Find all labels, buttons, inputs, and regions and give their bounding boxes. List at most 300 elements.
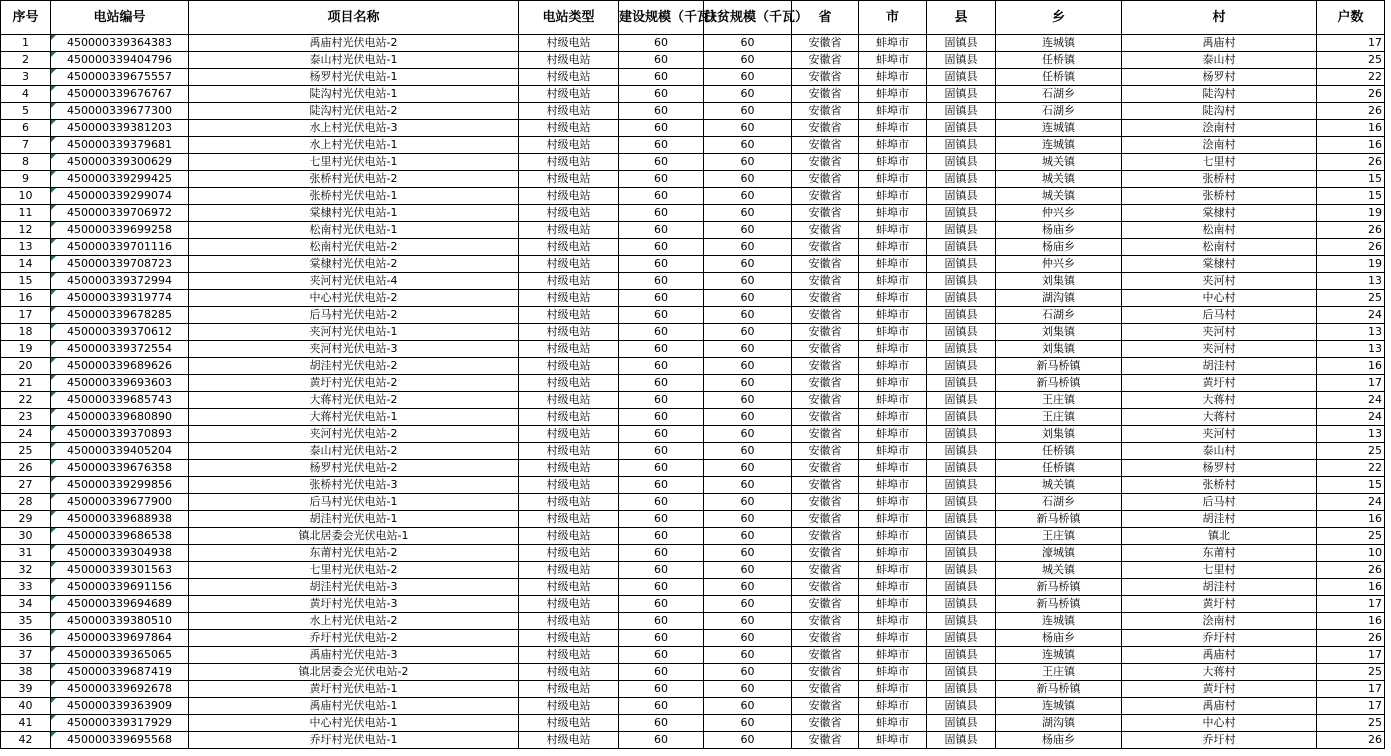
cell-village[interactable]: 大蒋村 bbox=[1122, 392, 1317, 409]
cell-station-type[interactable]: 村级电站 bbox=[519, 171, 619, 188]
cell-index[interactable]: 33 bbox=[1, 579, 51, 596]
cell-poverty-scale[interactable]: 60 bbox=[704, 528, 792, 545]
cell-station-type[interactable]: 村级电站 bbox=[519, 732, 619, 749]
cell-index[interactable]: 34 bbox=[1, 596, 51, 613]
cell-station-id[interactable]: 450000339300629 bbox=[51, 154, 189, 171]
cell-city[interactable]: 蚌埠市 bbox=[859, 528, 927, 545]
cell-build-scale[interactable]: 60 bbox=[619, 307, 704, 324]
cell-project-name[interactable]: 东莆村光伏电站-2 bbox=[189, 545, 519, 562]
cell-county[interactable]: 固镇县 bbox=[927, 613, 996, 630]
cell-poverty-scale[interactable]: 60 bbox=[704, 137, 792, 154]
cell-index[interactable]: 3 bbox=[1, 69, 51, 86]
cell-province[interactable]: 安徽省 bbox=[792, 239, 859, 256]
cell-province[interactable]: 安徽省 bbox=[792, 681, 859, 698]
cell-station-id[interactable]: 450000339692678 bbox=[51, 681, 189, 698]
cell-households[interactable]: 25 bbox=[1317, 715, 1385, 732]
cell-township[interactable]: 任桥镇 bbox=[996, 69, 1122, 86]
cell-county[interactable]: 固镇县 bbox=[927, 375, 996, 392]
cell-province[interactable]: 安徽省 bbox=[792, 137, 859, 154]
cell-village[interactable]: 杨罗村 bbox=[1122, 460, 1317, 477]
cell-project-name[interactable]: 水上村光伏电站-2 bbox=[189, 613, 519, 630]
cell-poverty-scale[interactable]: 60 bbox=[704, 409, 792, 426]
cell-index[interactable]: 9 bbox=[1, 171, 51, 188]
cell-station-id[interactable]: 450000339379681 bbox=[51, 137, 189, 154]
cell-township[interactable]: 连城镇 bbox=[996, 613, 1122, 630]
cell-station-id[interactable]: 450000339677300 bbox=[51, 103, 189, 120]
cell-project-name[interactable]: 黄圩村光伏电站-1 bbox=[189, 681, 519, 698]
cell-station-type[interactable]: 村级电站 bbox=[519, 239, 619, 256]
cell-village[interactable]: 中心村 bbox=[1122, 715, 1317, 732]
cell-build-scale[interactable]: 60 bbox=[619, 715, 704, 732]
cell-province[interactable]: 安徽省 bbox=[792, 732, 859, 749]
cell-county[interactable]: 固镇县 bbox=[927, 579, 996, 596]
cell-households[interactable]: 26 bbox=[1317, 222, 1385, 239]
cell-index[interactable]: 4 bbox=[1, 86, 51, 103]
cell-station-type[interactable]: 村级电站 bbox=[519, 477, 619, 494]
cell-index[interactable]: 16 bbox=[1, 290, 51, 307]
cell-village[interactable]: 夹河村 bbox=[1122, 324, 1317, 341]
cell-poverty-scale[interactable]: 60 bbox=[704, 511, 792, 528]
cell-county[interactable]: 固镇县 bbox=[927, 511, 996, 528]
cell-province[interactable]: 安徽省 bbox=[792, 86, 859, 103]
cell-poverty-scale[interactable]: 60 bbox=[704, 171, 792, 188]
cell-poverty-scale[interactable]: 60 bbox=[704, 698, 792, 715]
cell-province[interactable]: 安徽省 bbox=[792, 426, 859, 443]
cell-index[interactable]: 20 bbox=[1, 358, 51, 375]
cell-province[interactable]: 安徽省 bbox=[792, 511, 859, 528]
cell-project-name[interactable]: 松南村光伏电站-1 bbox=[189, 222, 519, 239]
cell-county[interactable]: 固镇县 bbox=[927, 698, 996, 715]
cell-station-type[interactable]: 村级电站 bbox=[519, 715, 619, 732]
cell-village[interactable]: 张桥村 bbox=[1122, 188, 1317, 205]
cell-index[interactable]: 38 bbox=[1, 664, 51, 681]
cell-build-scale[interactable]: 60 bbox=[619, 545, 704, 562]
cell-province[interactable]: 安徽省 bbox=[792, 494, 859, 511]
cell-village[interactable]: 黄圩村 bbox=[1122, 596, 1317, 613]
cell-station-type[interactable]: 村级电站 bbox=[519, 324, 619, 341]
cell-village[interactable]: 杨罗村 bbox=[1122, 69, 1317, 86]
cell-township[interactable]: 连城镇 bbox=[996, 120, 1122, 137]
cell-village[interactable]: 棠棣村 bbox=[1122, 205, 1317, 222]
cell-build-scale[interactable]: 60 bbox=[619, 171, 704, 188]
cell-city[interactable]: 蚌埠市 bbox=[859, 732, 927, 749]
cell-township[interactable]: 刘集镇 bbox=[996, 273, 1122, 290]
cell-index[interactable]: 40 bbox=[1, 698, 51, 715]
cell-project-name[interactable]: 泰山村光伏电站-1 bbox=[189, 52, 519, 69]
cell-index[interactable]: 42 bbox=[1, 732, 51, 749]
cell-city[interactable]: 蚌埠市 bbox=[859, 103, 927, 120]
cell-city[interactable]: 蚌埠市 bbox=[859, 494, 927, 511]
cell-households[interactable]: 26 bbox=[1317, 103, 1385, 120]
cell-province[interactable]: 安徽省 bbox=[792, 613, 859, 630]
cell-project-name[interactable]: 夹河村光伏电站-1 bbox=[189, 324, 519, 341]
cell-build-scale[interactable]: 60 bbox=[619, 256, 704, 273]
cell-village[interactable]: 乔圩村 bbox=[1122, 630, 1317, 647]
cell-index[interactable]: 12 bbox=[1, 222, 51, 239]
cell-households[interactable]: 24 bbox=[1317, 392, 1385, 409]
cell-village[interactable]: 张桥村 bbox=[1122, 477, 1317, 494]
cell-households[interactable]: 26 bbox=[1317, 630, 1385, 647]
cell-households[interactable]: 10 bbox=[1317, 545, 1385, 562]
cell-township[interactable]: 杨庙乡 bbox=[996, 222, 1122, 239]
cell-station-id[interactable]: 450000339691156 bbox=[51, 579, 189, 596]
cell-township[interactable]: 城关镇 bbox=[996, 562, 1122, 579]
cell-village[interactable]: 禹庙村 bbox=[1122, 35, 1317, 52]
cell-station-id[interactable]: 450000339365065 bbox=[51, 647, 189, 664]
cell-index[interactable]: 15 bbox=[1, 273, 51, 290]
cell-station-id[interactable]: 450000339687419 bbox=[51, 664, 189, 681]
cell-county[interactable]: 固镇县 bbox=[927, 477, 996, 494]
cell-project-name[interactable]: 黄圩村光伏电站-3 bbox=[189, 596, 519, 613]
cell-village[interactable]: 后马村 bbox=[1122, 307, 1317, 324]
cell-station-type[interactable]: 村级电站 bbox=[519, 426, 619, 443]
cell-province[interactable]: 安徽省 bbox=[792, 664, 859, 681]
cell-build-scale[interactable]: 60 bbox=[619, 188, 704, 205]
cell-city[interactable]: 蚌埠市 bbox=[859, 324, 927, 341]
cell-project-name[interactable]: 棠棣村光伏电站-1 bbox=[189, 205, 519, 222]
cell-township[interactable]: 城关镇 bbox=[996, 188, 1122, 205]
cell-station-id[interactable]: 450000339693603 bbox=[51, 375, 189, 392]
cell-station-id[interactable]: 450000339301563 bbox=[51, 562, 189, 579]
cell-city[interactable]: 蚌埠市 bbox=[859, 698, 927, 715]
cell-township[interactable]: 杨庙乡 bbox=[996, 732, 1122, 749]
cell-build-scale[interactable]: 60 bbox=[619, 86, 704, 103]
cell-county[interactable]: 固镇县 bbox=[927, 732, 996, 749]
cell-county[interactable]: 固镇县 bbox=[927, 409, 996, 426]
cell-build-scale[interactable]: 60 bbox=[619, 494, 704, 511]
cell-village[interactable]: 黄圩村 bbox=[1122, 681, 1317, 698]
cell-poverty-scale[interactable]: 60 bbox=[704, 562, 792, 579]
cell-city[interactable]: 蚌埠市 bbox=[859, 358, 927, 375]
cell-station-id[interactable]: 450000339688938 bbox=[51, 511, 189, 528]
cell-households[interactable]: 13 bbox=[1317, 426, 1385, 443]
cell-station-id[interactable]: 450000339676767 bbox=[51, 86, 189, 103]
cell-households[interactable]: 17 bbox=[1317, 596, 1385, 613]
cell-index[interactable]: 30 bbox=[1, 528, 51, 545]
cell-township[interactable]: 任桥镇 bbox=[996, 443, 1122, 460]
cell-project-name[interactable]: 夹河村光伏电站-2 bbox=[189, 426, 519, 443]
cell-city[interactable]: 蚌埠市 bbox=[859, 460, 927, 477]
cell-city[interactable]: 蚌埠市 bbox=[859, 35, 927, 52]
cell-poverty-scale[interactable]: 60 bbox=[704, 69, 792, 86]
cell-index[interactable]: 17 bbox=[1, 307, 51, 324]
cell-build-scale[interactable]: 60 bbox=[619, 341, 704, 358]
cell-township[interactable]: 新马桥镇 bbox=[996, 511, 1122, 528]
cell-county[interactable]: 固镇县 bbox=[927, 494, 996, 511]
cell-township[interactable]: 杨庙乡 bbox=[996, 239, 1122, 256]
cell-township[interactable]: 石湖乡 bbox=[996, 86, 1122, 103]
cell-poverty-scale[interactable]: 60 bbox=[704, 358, 792, 375]
cell-city[interactable]: 蚌埠市 bbox=[859, 392, 927, 409]
cell-poverty-scale[interactable]: 60 bbox=[704, 426, 792, 443]
cell-city[interactable]: 蚌埠市 bbox=[859, 222, 927, 239]
cell-city[interactable]: 蚌埠市 bbox=[859, 273, 927, 290]
cell-village[interactable]: 陡沟村 bbox=[1122, 86, 1317, 103]
cell-build-scale[interactable]: 60 bbox=[619, 409, 704, 426]
cell-province[interactable]: 安徽省 bbox=[792, 545, 859, 562]
cell-station-type[interactable]: 村级电站 bbox=[519, 137, 619, 154]
cell-township[interactable]: 王庄镇 bbox=[996, 392, 1122, 409]
cell-project-name[interactable]: 镇北居委会光伏电站-2 bbox=[189, 664, 519, 681]
cell-project-name[interactable]: 水上村光伏电站-3 bbox=[189, 120, 519, 137]
cell-township[interactable]: 连城镇 bbox=[996, 137, 1122, 154]
cell-township[interactable]: 城关镇 bbox=[996, 477, 1122, 494]
cell-province[interactable]: 安徽省 bbox=[792, 443, 859, 460]
cell-city[interactable]: 蚌埠市 bbox=[859, 52, 927, 69]
cell-build-scale[interactable]: 60 bbox=[619, 52, 704, 69]
cell-province[interactable]: 安徽省 bbox=[792, 171, 859, 188]
cell-poverty-scale[interactable]: 60 bbox=[704, 630, 792, 647]
cell-province[interactable]: 安徽省 bbox=[792, 358, 859, 375]
cell-city[interactable]: 蚌埠市 bbox=[859, 562, 927, 579]
cell-city[interactable]: 蚌埠市 bbox=[859, 154, 927, 171]
cell-poverty-scale[interactable]: 60 bbox=[704, 647, 792, 664]
cell-station-id[interactable]: 450000339317929 bbox=[51, 715, 189, 732]
cell-build-scale[interactable]: 60 bbox=[619, 103, 704, 120]
header-station-type[interactable]: 电站类型 bbox=[519, 1, 619, 35]
cell-build-scale[interactable]: 60 bbox=[619, 681, 704, 698]
cell-province[interactable]: 安徽省 bbox=[792, 188, 859, 205]
cell-project-name[interactable]: 杨罗村光伏电站-1 bbox=[189, 69, 519, 86]
cell-city[interactable]: 蚌埠市 bbox=[859, 681, 927, 698]
cell-village[interactable]: 浍南村 bbox=[1122, 137, 1317, 154]
cell-index[interactable]: 24 bbox=[1, 426, 51, 443]
cell-households[interactable]: 22 bbox=[1317, 460, 1385, 477]
cell-county[interactable]: 固镇县 bbox=[927, 715, 996, 732]
cell-village[interactable]: 泰山村 bbox=[1122, 443, 1317, 460]
cell-city[interactable]: 蚌埠市 bbox=[859, 256, 927, 273]
cell-poverty-scale[interactable]: 60 bbox=[704, 443, 792, 460]
cell-station-id[interactable]: 450000339677900 bbox=[51, 494, 189, 511]
cell-city[interactable]: 蚌埠市 bbox=[859, 86, 927, 103]
cell-households[interactable]: 15 bbox=[1317, 171, 1385, 188]
cell-province[interactable]: 安徽省 bbox=[792, 460, 859, 477]
header-households[interactable]: 户数 bbox=[1317, 1, 1385, 35]
cell-station-type[interactable]: 村级电站 bbox=[519, 205, 619, 222]
cell-county[interactable]: 固镇县 bbox=[927, 647, 996, 664]
cell-poverty-scale[interactable]: 60 bbox=[704, 86, 792, 103]
cell-village[interactable]: 浍南村 bbox=[1122, 120, 1317, 137]
cell-county[interactable]: 固镇县 bbox=[927, 324, 996, 341]
cell-city[interactable]: 蚌埠市 bbox=[859, 69, 927, 86]
cell-index[interactable]: 29 bbox=[1, 511, 51, 528]
cell-station-type[interactable]: 村级电站 bbox=[519, 307, 619, 324]
cell-province[interactable]: 安徽省 bbox=[792, 698, 859, 715]
cell-poverty-scale[interactable]: 60 bbox=[704, 290, 792, 307]
cell-county[interactable]: 固镇县 bbox=[927, 154, 996, 171]
cell-city[interactable]: 蚌埠市 bbox=[859, 239, 927, 256]
cell-households[interactable]: 16 bbox=[1317, 137, 1385, 154]
cell-station-type[interactable]: 村级电站 bbox=[519, 511, 619, 528]
cell-households[interactable]: 15 bbox=[1317, 188, 1385, 205]
cell-build-scale[interactable]: 60 bbox=[619, 392, 704, 409]
cell-build-scale[interactable]: 60 bbox=[619, 426, 704, 443]
cell-station-type[interactable]: 村级电站 bbox=[519, 613, 619, 630]
cell-township[interactable]: 新马桥镇 bbox=[996, 375, 1122, 392]
cell-province[interactable]: 安徽省 bbox=[792, 409, 859, 426]
cell-city[interactable]: 蚌埠市 bbox=[859, 511, 927, 528]
cell-project-name[interactable]: 禹庙村光伏电站-2 bbox=[189, 35, 519, 52]
cell-village[interactable]: 禹庙村 bbox=[1122, 647, 1317, 664]
cell-poverty-scale[interactable]: 60 bbox=[704, 324, 792, 341]
cell-county[interactable]: 固镇县 bbox=[927, 103, 996, 120]
cell-households[interactable]: 19 bbox=[1317, 205, 1385, 222]
cell-province[interactable]: 安徽省 bbox=[792, 324, 859, 341]
cell-build-scale[interactable]: 60 bbox=[619, 273, 704, 290]
cell-poverty-scale[interactable]: 60 bbox=[704, 477, 792, 494]
cell-project-name[interactable]: 中心村光伏电站-1 bbox=[189, 715, 519, 732]
cell-build-scale[interactable]: 60 bbox=[619, 528, 704, 545]
cell-index[interactable]: 8 bbox=[1, 154, 51, 171]
cell-village[interactable]: 东莆村 bbox=[1122, 545, 1317, 562]
cell-station-id[interactable]: 450000339694689 bbox=[51, 596, 189, 613]
cell-city[interactable]: 蚌埠市 bbox=[859, 375, 927, 392]
cell-county[interactable]: 固镇县 bbox=[927, 239, 996, 256]
cell-station-type[interactable]: 村级电站 bbox=[519, 188, 619, 205]
cell-index[interactable]: 10 bbox=[1, 188, 51, 205]
cell-station-type[interactable]: 村级电站 bbox=[519, 52, 619, 69]
cell-township[interactable]: 濠城镇 bbox=[996, 545, 1122, 562]
cell-county[interactable]: 固镇县 bbox=[927, 222, 996, 239]
cell-county[interactable]: 固镇县 bbox=[927, 358, 996, 375]
header-county[interactable]: 县 bbox=[927, 1, 996, 35]
cell-village[interactable]: 禹庙村 bbox=[1122, 698, 1317, 715]
cell-station-id[interactable]: 450000339706972 bbox=[51, 205, 189, 222]
cell-township[interactable]: 湖沟镇 bbox=[996, 715, 1122, 732]
cell-index[interactable]: 26 bbox=[1, 460, 51, 477]
cell-poverty-scale[interactable]: 60 bbox=[704, 239, 792, 256]
cell-station-id[interactable]: 450000339380510 bbox=[51, 613, 189, 630]
cell-township[interactable]: 仲兴乡 bbox=[996, 256, 1122, 273]
cell-households[interactable]: 13 bbox=[1317, 324, 1385, 341]
cell-project-name[interactable]: 水上村光伏电站-1 bbox=[189, 137, 519, 154]
cell-county[interactable]: 固镇县 bbox=[927, 171, 996, 188]
cell-project-name[interactable]: 胡洼村光伏电站-2 bbox=[189, 358, 519, 375]
cell-index[interactable]: 22 bbox=[1, 392, 51, 409]
cell-station-id[interactable]: 450000339708723 bbox=[51, 256, 189, 273]
cell-village[interactable]: 乔圩村 bbox=[1122, 732, 1317, 749]
cell-station-type[interactable]: 村级电站 bbox=[519, 409, 619, 426]
cell-village[interactable]: 夹河村 bbox=[1122, 341, 1317, 358]
cell-households[interactable]: 26 bbox=[1317, 239, 1385, 256]
cell-households[interactable]: 13 bbox=[1317, 341, 1385, 358]
cell-city[interactable]: 蚌埠市 bbox=[859, 290, 927, 307]
cell-village[interactable]: 张桥村 bbox=[1122, 171, 1317, 188]
cell-station-type[interactable]: 村级电站 bbox=[519, 494, 619, 511]
cell-township[interactable]: 杨庙乡 bbox=[996, 630, 1122, 647]
cell-station-id[interactable]: 450000339675557 bbox=[51, 69, 189, 86]
cell-station-type[interactable]: 村级电站 bbox=[519, 545, 619, 562]
cell-build-scale[interactable]: 60 bbox=[619, 443, 704, 460]
cell-village[interactable]: 大蒋村 bbox=[1122, 664, 1317, 681]
cell-township[interactable]: 王庄镇 bbox=[996, 528, 1122, 545]
cell-county[interactable]: 固镇县 bbox=[927, 205, 996, 222]
cell-households[interactable]: 25 bbox=[1317, 664, 1385, 681]
cell-poverty-scale[interactable]: 60 bbox=[704, 715, 792, 732]
header-city[interactable]: 市 bbox=[859, 1, 927, 35]
cell-station-type[interactable]: 村级电站 bbox=[519, 273, 619, 290]
cell-index[interactable]: 1 bbox=[1, 35, 51, 52]
cell-city[interactable]: 蚌埠市 bbox=[859, 613, 927, 630]
cell-station-type[interactable]: 村级电站 bbox=[519, 630, 619, 647]
cell-project-name[interactable]: 后马村光伏电站-2 bbox=[189, 307, 519, 324]
cell-county[interactable]: 固镇县 bbox=[927, 545, 996, 562]
cell-province[interactable]: 安徽省 bbox=[792, 562, 859, 579]
cell-poverty-scale[interactable]: 60 bbox=[704, 103, 792, 120]
cell-station-type[interactable]: 村级电站 bbox=[519, 103, 619, 120]
cell-build-scale[interactable]: 60 bbox=[619, 596, 704, 613]
cell-households[interactable]: 17 bbox=[1317, 647, 1385, 664]
cell-village[interactable]: 松南村 bbox=[1122, 239, 1317, 256]
cell-township[interactable]: 新马桥镇 bbox=[996, 579, 1122, 596]
cell-county[interactable]: 固镇县 bbox=[927, 52, 996, 69]
cell-county[interactable]: 固镇县 bbox=[927, 273, 996, 290]
cell-township[interactable]: 刘集镇 bbox=[996, 426, 1122, 443]
cell-station-id[interactable]: 450000339299425 bbox=[51, 171, 189, 188]
cell-poverty-scale[interactable]: 60 bbox=[704, 120, 792, 137]
cell-township[interactable]: 任桥镇 bbox=[996, 52, 1122, 69]
cell-station-type[interactable]: 村级电站 bbox=[519, 256, 619, 273]
cell-index[interactable]: 36 bbox=[1, 630, 51, 647]
cell-station-id[interactable]: 450000339680890 bbox=[51, 409, 189, 426]
cell-county[interactable]: 固镇县 bbox=[927, 120, 996, 137]
cell-station-id[interactable]: 450000339697864 bbox=[51, 630, 189, 647]
cell-project-name[interactable]: 黄圩村光伏电站-2 bbox=[189, 375, 519, 392]
cell-province[interactable]: 安徽省 bbox=[792, 205, 859, 222]
cell-village[interactable]: 棠棣村 bbox=[1122, 256, 1317, 273]
cell-households[interactable]: 24 bbox=[1317, 409, 1385, 426]
cell-build-scale[interactable]: 60 bbox=[619, 324, 704, 341]
cell-station-type[interactable]: 村级电站 bbox=[519, 35, 619, 52]
cell-households[interactable]: 26 bbox=[1317, 154, 1385, 171]
cell-village[interactable]: 胡洼村 bbox=[1122, 358, 1317, 375]
cell-station-id[interactable]: 450000339372554 bbox=[51, 341, 189, 358]
cell-index[interactable]: 27 bbox=[1, 477, 51, 494]
cell-index[interactable]: 32 bbox=[1, 562, 51, 579]
cell-build-scale[interactable]: 60 bbox=[619, 375, 704, 392]
cell-station-type[interactable]: 村级电站 bbox=[519, 681, 619, 698]
cell-index[interactable]: 35 bbox=[1, 613, 51, 630]
cell-township[interactable]: 连城镇 bbox=[996, 698, 1122, 715]
cell-city[interactable]: 蚌埠市 bbox=[859, 341, 927, 358]
cell-province[interactable]: 安徽省 bbox=[792, 477, 859, 494]
cell-project-name[interactable]: 泰山村光伏电站-2 bbox=[189, 443, 519, 460]
header-poverty-scale[interactable]: 扶贫规模（千瓦） bbox=[704, 1, 792, 35]
cell-build-scale[interactable]: 60 bbox=[619, 732, 704, 749]
cell-station-type[interactable]: 村级电站 bbox=[519, 222, 619, 239]
cell-county[interactable]: 固镇县 bbox=[927, 426, 996, 443]
cell-project-name[interactable]: 大蒋村光伏电站-1 bbox=[189, 409, 519, 426]
cell-index[interactable]: 19 bbox=[1, 341, 51, 358]
cell-province[interactable]: 安徽省 bbox=[792, 341, 859, 358]
cell-station-id[interactable]: 450000339699258 bbox=[51, 222, 189, 239]
cell-households[interactable]: 16 bbox=[1317, 579, 1385, 596]
cell-poverty-scale[interactable]: 60 bbox=[704, 579, 792, 596]
cell-station-id[interactable]: 450000339370893 bbox=[51, 426, 189, 443]
cell-station-type[interactable]: 村级电站 bbox=[519, 528, 619, 545]
cell-build-scale[interactable]: 60 bbox=[619, 222, 704, 239]
cell-households[interactable]: 19 bbox=[1317, 256, 1385, 273]
cell-station-id[interactable]: 450000339370612 bbox=[51, 324, 189, 341]
cell-poverty-scale[interactable]: 60 bbox=[704, 154, 792, 171]
cell-project-name[interactable]: 张桥村光伏电站-3 bbox=[189, 477, 519, 494]
cell-build-scale[interactable]: 60 bbox=[619, 613, 704, 630]
cell-station-type[interactable]: 村级电站 bbox=[519, 154, 619, 171]
cell-village[interactable]: 大蒋村 bbox=[1122, 409, 1317, 426]
cell-township[interactable]: 新马桥镇 bbox=[996, 681, 1122, 698]
cell-index[interactable]: 41 bbox=[1, 715, 51, 732]
cell-station-id[interactable]: 450000339372994 bbox=[51, 273, 189, 290]
